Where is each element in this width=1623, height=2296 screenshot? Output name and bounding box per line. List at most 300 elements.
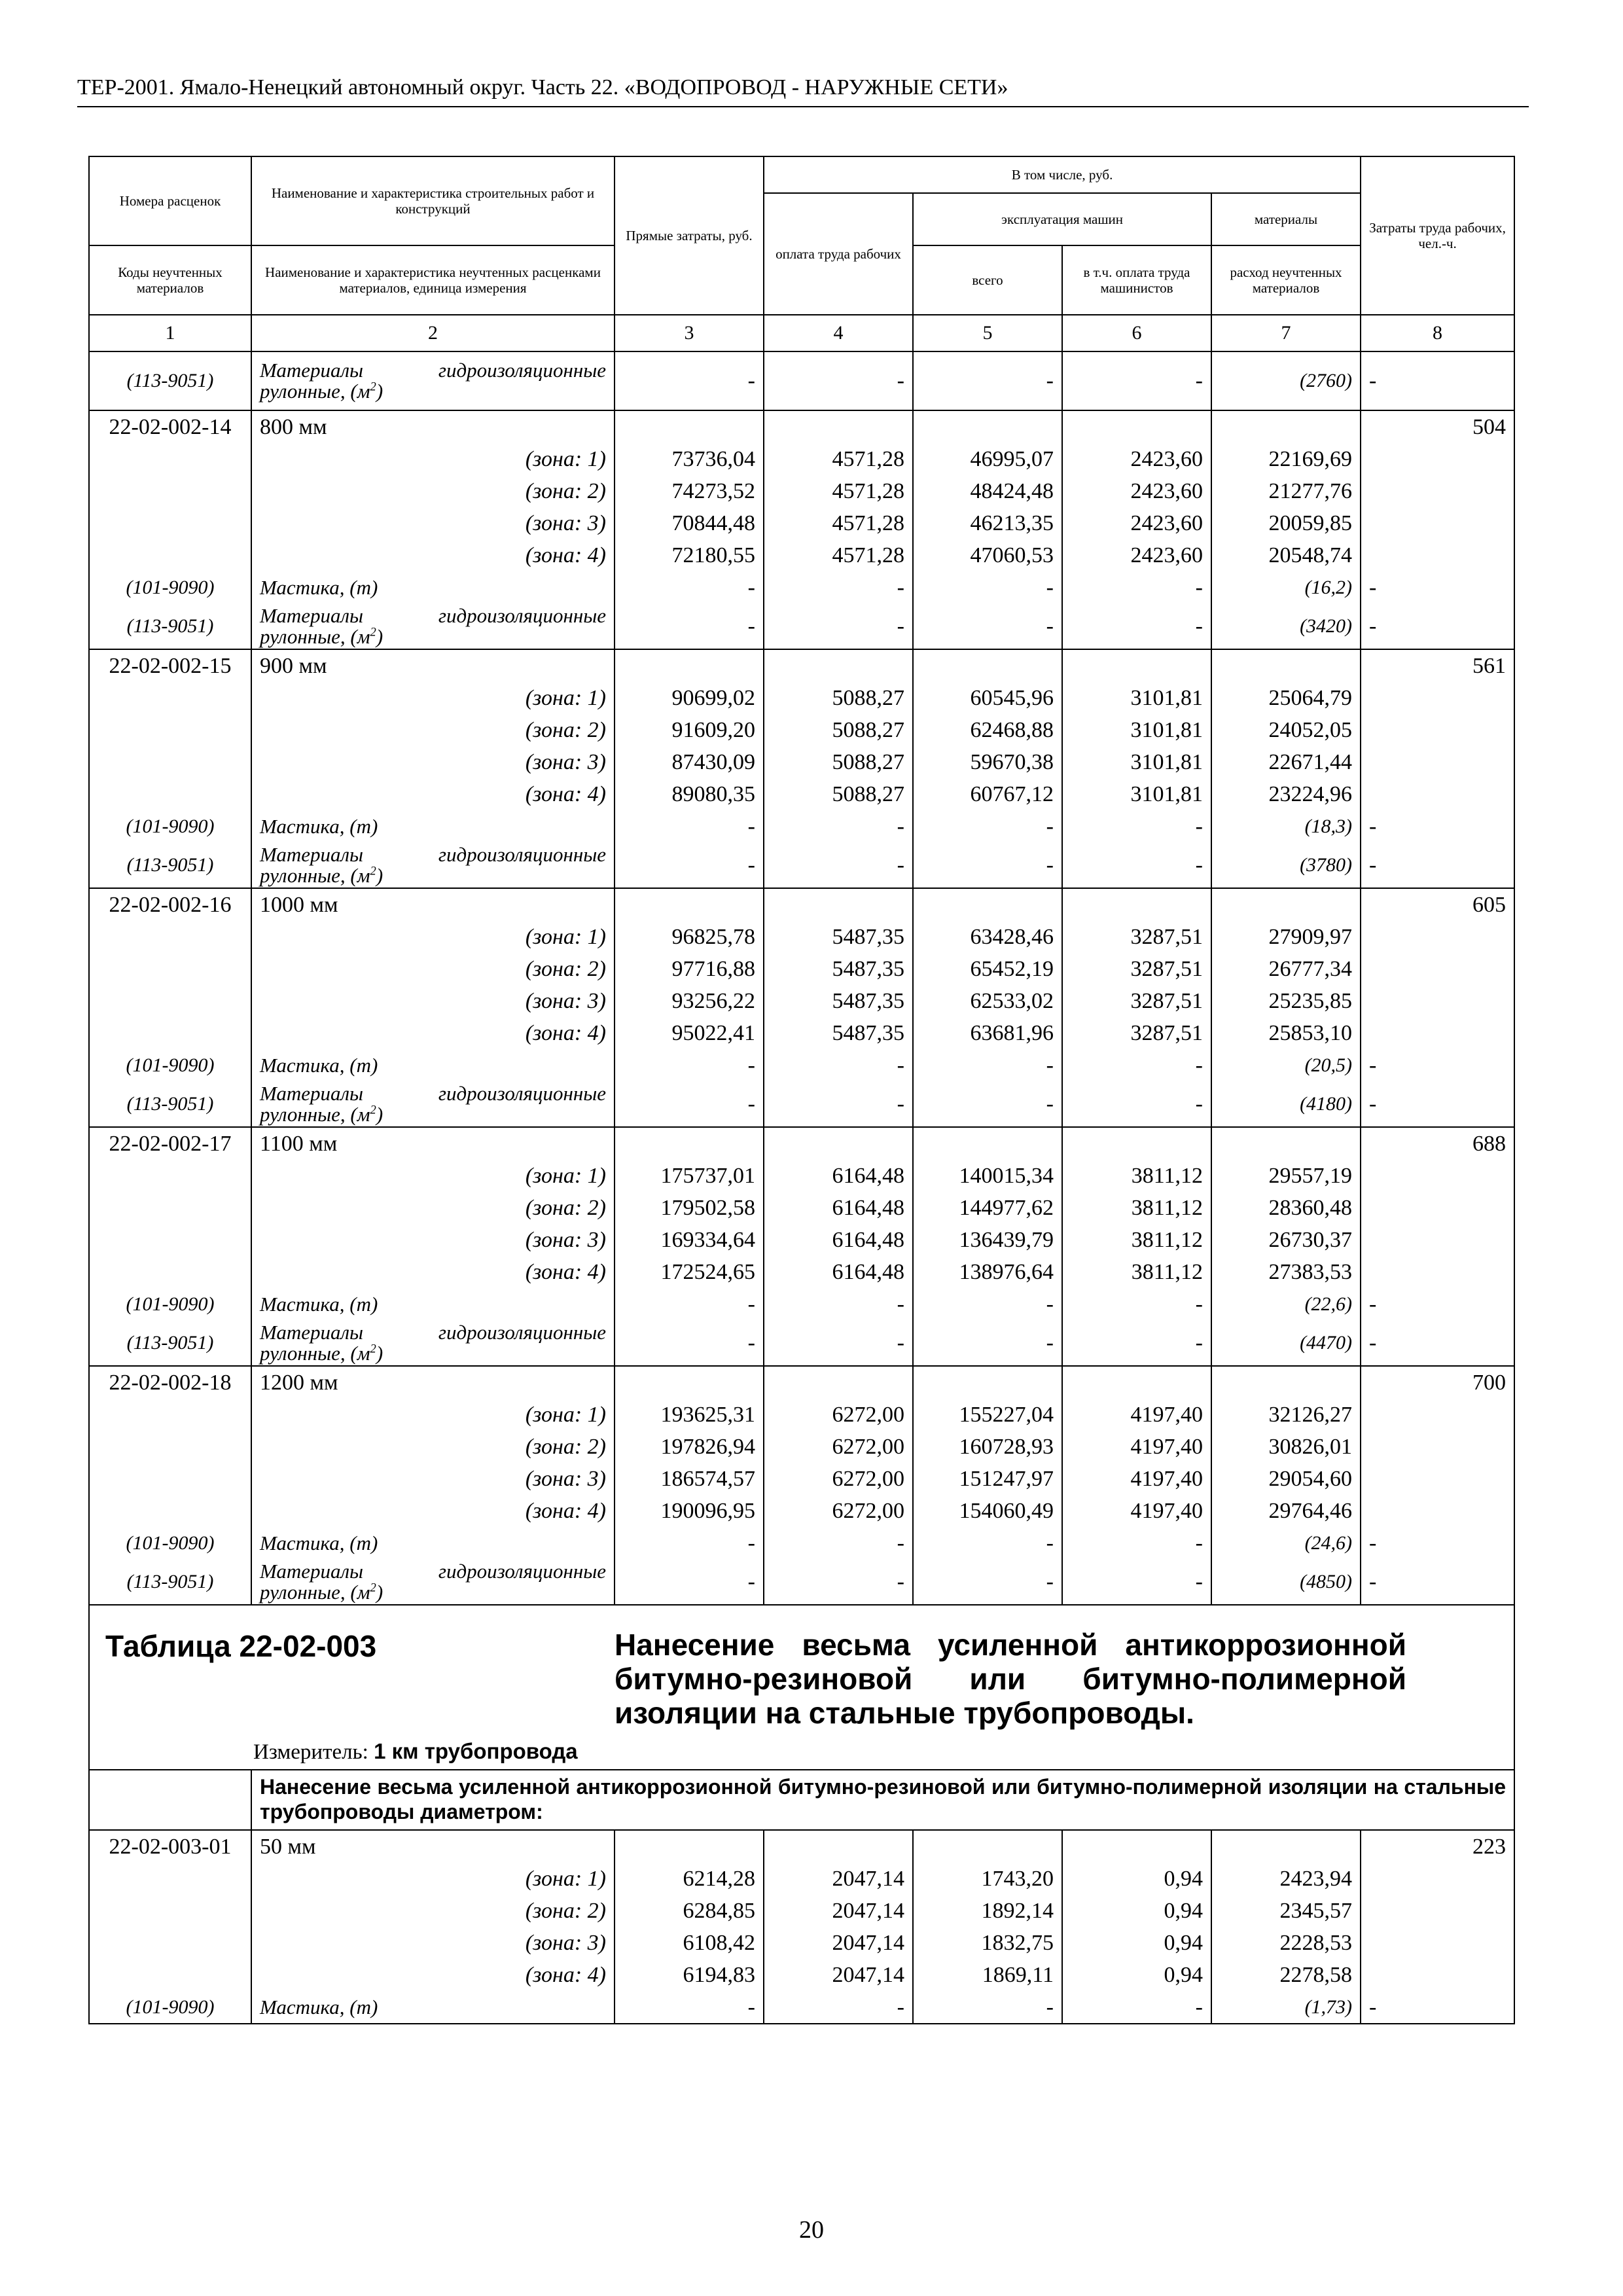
material-row	[89, 810, 1514, 842]
materials-cost: 28360,48	[1211, 1192, 1361, 1224]
machinist-pay: 4197,40	[1062, 1463, 1211, 1495]
machine-total: 60545,96	[913, 682, 1062, 714]
machinist-pay: 3287,51	[1062, 1017, 1211, 1049]
empty-cell	[913, 410, 1062, 443]
material-v5: -	[913, 351, 1062, 410]
machinist-pay: 3811,12	[1062, 1256, 1211, 1288]
rate-code: 22-02-002-17	[89, 1127, 251, 1160]
empty-cell	[1211, 1830, 1361, 1863]
machinist-pay: 3287,51	[1062, 985, 1211, 1017]
zone-label: (зона: 4)	[251, 1959, 615, 1991]
machine-total: 65452,19	[913, 953, 1062, 985]
empty-cell	[1361, 778, 1514, 810]
machine-total: 140015,34	[913, 1160, 1062, 1192]
zone-row	[89, 714, 1514, 746]
empty-cell	[89, 985, 251, 1017]
direct-cost: 186574,57	[615, 1463, 764, 1495]
direct-cost: 175737,01	[615, 1160, 764, 1192]
material-v5: -	[913, 603, 1062, 649]
worker-pay: 6272,00	[764, 1399, 913, 1431]
material-consumption: (3420)	[1211, 603, 1361, 649]
empty-cell	[89, 714, 251, 746]
zone-label: (зона: 3)	[251, 1224, 615, 1256]
worker-pay: 6272,00	[764, 1463, 913, 1495]
machinist-pay: 3811,12	[1062, 1192, 1211, 1224]
empty-cell	[1062, 888, 1211, 921]
worker-pay: 6272,00	[764, 1431, 913, 1463]
machine-total: 1892,14	[913, 1895, 1062, 1927]
empty-cell	[1361, 539, 1514, 571]
zone-row	[89, 778, 1514, 810]
empty-cell	[1211, 888, 1361, 921]
direct-cost: 169334,64	[615, 1224, 764, 1256]
materials-cost: 21277,76	[1211, 475, 1361, 507]
col2-top-header: Наименование и характеристика строительных работ и конструкций	[251, 156, 615, 245]
empty-cell	[913, 649, 1062, 682]
worker-pay: 5088,27	[764, 778, 913, 810]
empty-cell	[1211, 1366, 1361, 1399]
material-v8: -	[1361, 1991, 1514, 2024]
empty-cell	[89, 1495, 251, 1527]
zone-row	[89, 1431, 1514, 1463]
materials-cost: 20548,74	[1211, 539, 1361, 571]
machinist-pay: 2423,60	[1062, 443, 1211, 475]
materials-cost: 2278,58	[1211, 1959, 1361, 1991]
material-row	[89, 1320, 1514, 1366]
zone-label: (зона: 4)	[251, 1495, 615, 1527]
zone-row	[89, 1495, 1514, 1527]
machine-total: 160728,93	[913, 1431, 1062, 1463]
empty-cell	[764, 649, 913, 682]
direct-cost: 97716,88	[615, 953, 764, 985]
material-v6: -	[1062, 1320, 1211, 1366]
direct-cost: 172524,65	[615, 1256, 764, 1288]
empty-cell	[89, 1463, 251, 1495]
direct-cost: 179502,58	[615, 1192, 764, 1224]
materials-cost: 25853,10	[1211, 1017, 1361, 1049]
col3-header: Прямые затраты, руб.	[615, 156, 764, 315]
empty-cell	[1361, 1463, 1514, 1495]
empty-cell	[1361, 1431, 1514, 1463]
worker-pay: 4571,28	[764, 507, 913, 539]
rate-code: 22-02-002-14	[89, 410, 251, 443]
worker-pay: 6272,00	[764, 1495, 913, 1527]
material-v4: -	[764, 1559, 913, 1605]
material-code: (101-9090)	[89, 1288, 251, 1320]
empty-cell	[89, 953, 251, 985]
empty-cell	[1361, 1927, 1514, 1959]
empty-cell	[913, 1366, 1062, 1399]
zone-row	[89, 953, 1514, 985]
machine-total: 138976,64	[913, 1256, 1062, 1288]
empty-cell	[764, 888, 913, 921]
machine-total: 144977,62	[913, 1192, 1062, 1224]
price-table	[88, 156, 1515, 2024]
material-v4: -	[764, 1049, 913, 1081]
machinist-pay: 4197,40	[1062, 1495, 1211, 1527]
material-v5: -	[913, 842, 1062, 888]
zone-row	[89, 1160, 1514, 1192]
table2-meter	[253, 1735, 578, 1768]
material-v5: -	[913, 810, 1062, 842]
empty-cell	[1361, 475, 1514, 507]
material-v5: -	[913, 571, 1062, 603]
material-v6: -	[1062, 603, 1211, 649]
material-consumption: (18,3)	[1211, 810, 1361, 842]
rate-row	[89, 1366, 1514, 1399]
machine-total: 63681,96	[913, 1017, 1062, 1049]
empty-cell	[1361, 682, 1514, 714]
rate-code: 22-02-002-16	[89, 888, 251, 921]
page-number: 20	[799, 2216, 824, 2244]
zone-label: (зона: 2)	[251, 1192, 615, 1224]
empty-cell	[89, 1863, 251, 1895]
empty-cell	[1211, 1127, 1361, 1160]
empty-cell	[615, 410, 764, 443]
empty-cell	[615, 1830, 764, 1863]
zone-label: (зона: 2)	[251, 953, 615, 985]
direct-cost: 197826,94	[615, 1431, 764, 1463]
rate-name: 1200 мм	[251, 1366, 615, 1399]
zone-label: (зона: 4)	[251, 1256, 615, 1288]
labor-cost: 504	[1361, 410, 1514, 443]
zone-row	[89, 1256, 1514, 1288]
zone-row	[89, 1017, 1514, 1049]
materials-cost: 30826,01	[1211, 1431, 1361, 1463]
column-number: 1	[89, 315, 251, 351]
worker-pay: 2047,14	[764, 1927, 913, 1959]
empty-cell	[1361, 921, 1514, 953]
table2-block	[89, 1605, 1514, 1830]
machine-total: 63428,46	[913, 921, 1062, 953]
material-v4: -	[764, 571, 913, 603]
material-consumption: (4470)	[1211, 1320, 1361, 1366]
rate-name: 900 мм	[251, 649, 615, 682]
machinist-pay: 2423,60	[1062, 507, 1211, 539]
material-v5: -	[913, 1288, 1062, 1320]
machine-total: 59670,38	[913, 746, 1062, 778]
empty-cell	[764, 1127, 913, 1160]
rate-row	[89, 888, 1514, 921]
empty-cell	[89, 1959, 251, 1991]
empty-cell	[89, 746, 251, 778]
material-v3: -	[615, 1527, 764, 1559]
zone-row	[89, 1399, 1514, 1431]
material-v6: -	[1062, 1049, 1211, 1081]
zone-row	[89, 1895, 1514, 1927]
empty-cell	[1062, 1366, 1211, 1399]
empty-cell	[89, 1160, 251, 1192]
empty-cell	[89, 1431, 251, 1463]
worker-pay: 2047,14	[764, 1959, 913, 1991]
including-header: В том числе, руб.	[764, 156, 1361, 193]
rate-row	[89, 1127, 1514, 1160]
rate-code: 22-02-003-01	[89, 1830, 251, 1863]
machines-header: эксплуатация машин	[913, 193, 1211, 245]
direct-cost: 6194,83	[615, 1959, 764, 1991]
rate-code: 22-02-002-15	[89, 649, 251, 682]
material-name: Материалы гидроизоляционные рулонные, $(м^2)$	[251, 842, 615, 888]
material-code: (101-9090)	[89, 1049, 251, 1081]
material-code: (101-9090)	[89, 571, 251, 603]
material-consumption: (4180)	[1211, 1081, 1361, 1127]
machine-total: 47060,53	[913, 539, 1062, 571]
machinist-pay: 2423,60	[1062, 539, 1211, 571]
direct-cost: 6214,28	[615, 1863, 764, 1895]
direct-cost: 89080,35	[615, 778, 764, 810]
machinist-pay: 4197,40	[1062, 1431, 1211, 1463]
table2-title-row	[89, 1605, 1514, 1770]
material-consumption: (24,6)	[1211, 1527, 1361, 1559]
zone-label: (зона: 2)	[251, 475, 615, 507]
material-v3: -	[615, 603, 764, 649]
material-v8: -	[1361, 810, 1514, 842]
empty-cell	[1211, 649, 1361, 682]
material-row	[89, 603, 1514, 649]
worker-pay: 5487,35	[764, 1017, 913, 1049]
empty-cell	[1361, 1224, 1514, 1256]
direct-cost: 95022,41	[615, 1017, 764, 1049]
zone-label: (зона: 2)	[251, 714, 615, 746]
table2-title: Таблица 22-02-003	[105, 1629, 377, 1663]
meter-label: Измеритель:	[253, 1740, 374, 1764]
material-v4: -	[764, 1991, 913, 2024]
material-v3: -	[615, 1991, 764, 2024]
worker-pay: 2047,14	[764, 1895, 913, 1927]
zone-row	[89, 1927, 1514, 1959]
direct-cost: 72180,55	[615, 539, 764, 571]
material-consumption: (20,5)	[1211, 1049, 1361, 1081]
material-v6: -	[1062, 1527, 1211, 1559]
zone-row	[89, 1959, 1514, 1991]
zone-row	[89, 507, 1514, 539]
material-code: (101-9090)	[89, 1991, 251, 2024]
empty-cell	[89, 921, 251, 953]
material-name: Мастика, (т)	[251, 1527, 615, 1559]
labor-cost: 688	[1361, 1127, 1514, 1160]
machine-total: 136439,79	[913, 1224, 1062, 1256]
materials-cost: 2345,57	[1211, 1895, 1361, 1927]
rate-name: 50 мм	[251, 1830, 615, 1863]
empty-cell	[764, 1830, 913, 1863]
table2-title-cell	[89, 1605, 1514, 1770]
column-number-row	[89, 315, 1514, 351]
empty-cell	[89, 475, 251, 507]
empty-cell	[913, 1127, 1062, 1160]
material-code: (113-9051)	[89, 603, 251, 649]
direct-cost: 74273,52	[615, 475, 764, 507]
material-consumption: (22,6)	[1211, 1288, 1361, 1320]
worker-pay: 5088,27	[764, 714, 913, 746]
machinist-pay: 2423,60	[1062, 475, 1211, 507]
column-number: 6	[1062, 315, 1211, 351]
labor-cost: 605	[1361, 888, 1514, 921]
material-code: (101-9090)	[89, 1527, 251, 1559]
col2-bottom-header: Наименование и характеристика неучтенных расценками материалов, единица измерения	[251, 245, 615, 315]
machinist-pay: 4197,40	[1062, 1399, 1211, 1431]
materials-header: материалы	[1211, 193, 1361, 245]
empty-cell	[1361, 1863, 1514, 1895]
meter-value: 1 км трубопровода	[374, 1739, 578, 1763]
materials-cost: 27909,97	[1211, 921, 1361, 953]
machinist-pay: 3101,81	[1062, 682, 1211, 714]
column-number: 8	[1361, 315, 1514, 351]
material-name: Материалы гидроизоляционные рулонные, $(м^2)$	[251, 351, 615, 410]
material-code: (113-9051)	[89, 1320, 251, 1366]
empty-cell	[89, 1399, 251, 1431]
zone-row	[89, 746, 1514, 778]
machinist-pay: 0,94	[1062, 1895, 1211, 1927]
worker-pay: 4571,28	[764, 443, 913, 475]
direct-cost: 190096,95	[615, 1495, 764, 1527]
empty-cell	[1361, 1192, 1514, 1224]
labor-cost: 561	[1361, 649, 1514, 682]
empty-cell	[764, 1366, 913, 1399]
machine-total: 62533,02	[913, 985, 1062, 1017]
document-header: ТЕР-2001. Ямало-Ненецкий автономный округ. Часть 22. «ВОДОПРОВОД - НАРУЖНЫЕ СЕТИ»	[77, 75, 1008, 99]
worker-pay: 5487,35	[764, 921, 913, 953]
worker-pay: 6164,48	[764, 1160, 913, 1192]
materials-cost: 2423,94	[1211, 1863, 1361, 1895]
table-header	[89, 156, 1514, 351]
zone-label: (зона: 4)	[251, 539, 615, 571]
table2-name: Нанесение весьма усиленной антикоррозионной битумно-резиновой или битумно-полимерной изоляции на стальные трубопроводы.	[615, 1628, 1406, 1730]
column-number: 3	[615, 315, 764, 351]
machinist-pay: 3811,12	[1062, 1224, 1211, 1256]
material-v6: -	[1062, 351, 1211, 410]
empty-cell	[913, 888, 1062, 921]
material-v3: -	[615, 842, 764, 888]
empty-cell	[89, 1895, 251, 1927]
machinist-pay: 0,94	[1062, 1959, 1211, 1991]
material-code: (101-9090)	[89, 810, 251, 842]
header-rule	[77, 106, 1529, 107]
labor-cost: 223	[1361, 1830, 1514, 1863]
material-row	[89, 1288, 1514, 1320]
worker-pay: 4571,28	[764, 539, 913, 571]
direct-cost: 93256,22	[615, 985, 764, 1017]
material-v4: -	[764, 1081, 913, 1127]
materials-cost: 26730,37	[1211, 1224, 1361, 1256]
empty-cell	[1062, 1830, 1211, 1863]
material-v8: -	[1361, 842, 1514, 888]
empty-cell	[89, 1927, 251, 1959]
machine-total: 46995,07	[913, 443, 1062, 475]
material-consumption: (2760)	[1211, 351, 1361, 410]
zone-label: (зона: 1)	[251, 1863, 615, 1895]
col8-header: Затраты труда рабочих, чел.-ч.	[1361, 156, 1514, 315]
zone-row	[89, 475, 1514, 507]
material-v3: -	[615, 1049, 764, 1081]
material-v4: -	[764, 603, 913, 649]
rate-name: 1100 мм	[251, 1127, 615, 1160]
material-row	[89, 1049, 1514, 1081]
empty-cell	[1062, 649, 1211, 682]
material-v5: -	[913, 1991, 1062, 2024]
material-v8: -	[1361, 1559, 1514, 1605]
rate-code: 22-02-002-18	[89, 1366, 251, 1399]
machinist-pay: 3811,12	[1062, 1160, 1211, 1192]
materials-cost: 27383,53	[1211, 1256, 1361, 1288]
zone-row	[89, 921, 1514, 953]
column-number: 5	[913, 315, 1062, 351]
column-number: 2	[251, 315, 615, 351]
direct-cost: 193625,31	[615, 1399, 764, 1431]
material-row	[89, 1527, 1514, 1559]
empty-cell	[1361, 1495, 1514, 1527]
empty-cell	[1361, 1959, 1514, 1991]
zone-label: (зона: 4)	[251, 778, 615, 810]
material-v4: -	[764, 351, 913, 410]
machinist-pay: 3287,51	[1062, 953, 1211, 985]
empty-cell	[1361, 714, 1514, 746]
direct-cost: 73736,04	[615, 443, 764, 475]
machinist-pay: 0,94	[1062, 1927, 1211, 1959]
material-v6: -	[1062, 1559, 1211, 1605]
machine-total: 1743,20	[913, 1863, 1062, 1895]
material-v5: -	[913, 1559, 1062, 1605]
zone-label: (зона: 3)	[251, 746, 615, 778]
zone-label: (зона: 3)	[251, 507, 615, 539]
material-consumption: (16,2)	[1211, 571, 1361, 603]
machinist-pay: 3101,81	[1062, 746, 1211, 778]
rate-row	[89, 1830, 1514, 1863]
zone-label: (зона: 4)	[251, 1017, 615, 1049]
materials-cost: 20059,85	[1211, 507, 1361, 539]
empty-cell	[1361, 1895, 1514, 1927]
worker-pay: 5088,27	[764, 682, 913, 714]
worker-pay: 6164,48	[764, 1256, 913, 1288]
material-code: (113-9051)	[89, 351, 251, 410]
empty-cell	[1361, 1160, 1514, 1192]
material-name: Мастика, (т)	[251, 810, 615, 842]
material-v3: -	[615, 810, 764, 842]
material-v8: -	[1361, 1527, 1514, 1559]
empty-cell	[615, 1366, 764, 1399]
zone-label: (зона: 2)	[251, 1431, 615, 1463]
empty-cell	[1361, 1256, 1514, 1288]
worker-pay: 5487,35	[764, 953, 913, 985]
material-name: Материалы гидроизоляционные рулонные, $(м^2)$	[251, 1081, 615, 1127]
materials-cost: 25235,85	[1211, 985, 1361, 1017]
empty-cell	[1211, 410, 1361, 443]
direct-cost: 90699,02	[615, 682, 764, 714]
material-v8: -	[1361, 571, 1514, 603]
table-body	[89, 351, 1514, 1605]
material-v6: -	[1062, 1288, 1211, 1320]
material-v8: -	[1361, 603, 1514, 649]
machine-total: 155227,04	[913, 1399, 1062, 1431]
zone-row	[89, 985, 1514, 1017]
empty-cell	[1361, 1017, 1514, 1049]
material-v8: -	[1361, 1049, 1514, 1081]
material-name: Материалы гидроизоляционные рулонные, $(м^2)$	[251, 603, 615, 649]
machinist-pay: 3101,81	[1062, 778, 1211, 810]
empty-cell	[89, 682, 251, 714]
zone-label: (зона: 1)	[251, 1160, 615, 1192]
machine-total: 62468,88	[913, 714, 1062, 746]
material-code: (113-9051)	[89, 842, 251, 888]
material-v6: -	[1062, 1081, 1211, 1127]
material-row	[89, 1991, 1514, 2024]
labor-cost: 700	[1361, 1366, 1514, 1399]
empty-cell	[1062, 410, 1211, 443]
empty-cell	[1361, 746, 1514, 778]
empty-cell	[89, 539, 251, 571]
material-v5: -	[913, 1527, 1062, 1559]
machine-total: 1869,11	[913, 1959, 1062, 1991]
machine-total: 1832,75	[913, 1927, 1062, 1959]
